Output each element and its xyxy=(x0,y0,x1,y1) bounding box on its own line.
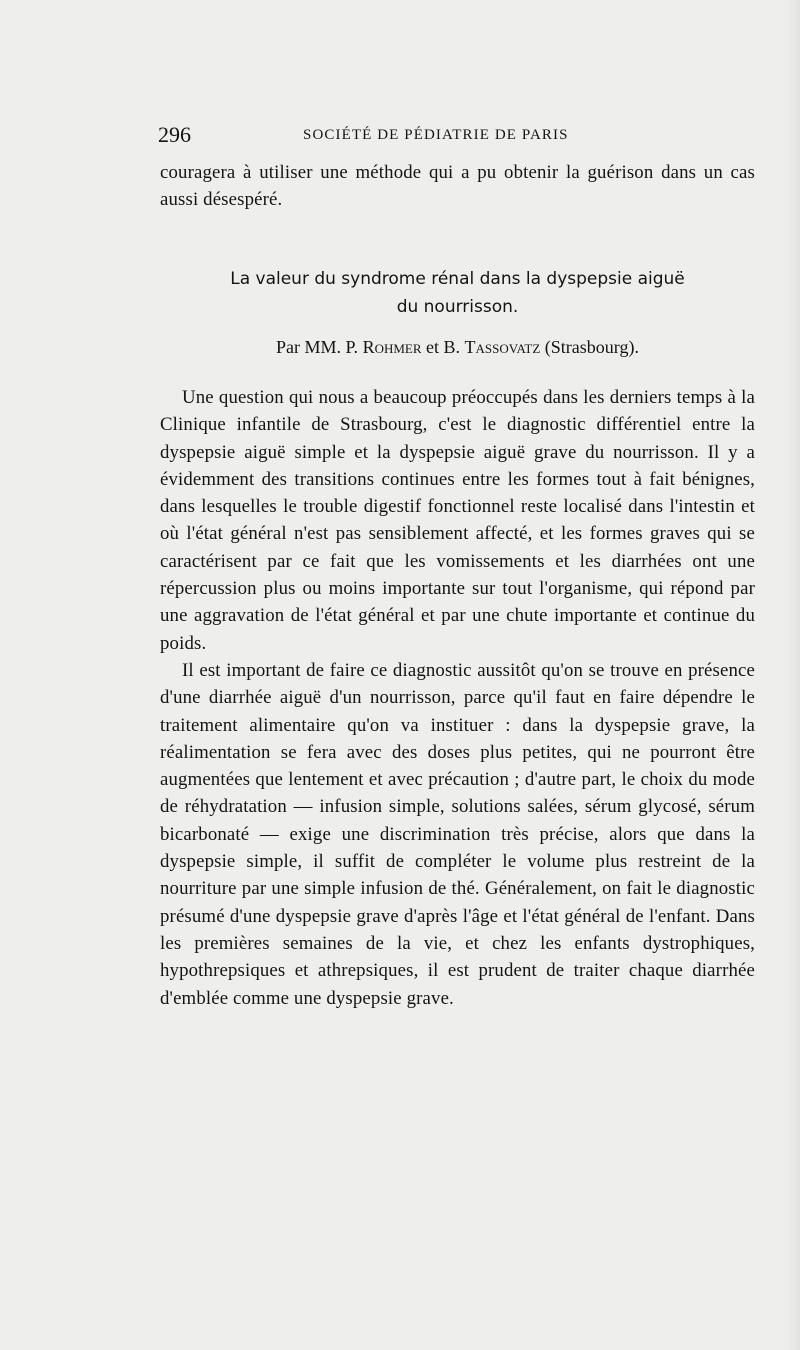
title-line-2: du nourrisson. xyxy=(396,297,519,317)
page-header xyxy=(158,120,758,150)
author-tassovatz: Tassovatz xyxy=(464,337,541,357)
author-line xyxy=(160,333,755,361)
author-rohmer: Rohmer xyxy=(362,337,422,357)
article-body xyxy=(160,384,755,1012)
author-affiliation: (Strasbourg). xyxy=(544,337,639,357)
page-edge-shadow xyxy=(786,0,800,1350)
continued-paragraph xyxy=(160,159,755,214)
article-title xyxy=(160,265,755,321)
paragraph: Une question qui nous a beaucoup préoccupés dans les derniers temps à la Clinique infantile de Strasbourg, c'est le diagnostic différentiel entre la dyspepsie aiguë simple et la dyspepsie aiguë grave du nourrisson. Il y a évidemment des transitions continues entre les formes tout à fait bénignes, dans lesquelles le trouble digestif fonctionnel reste localisé dans l'intestin et où l'état général n'est pas sensiblement affecté, et les formes graves qui se caractérisent par ce fait que les vomissements et les diarrhées ont une répercussion plus ou moins importante sur tout l'organisme, qui répond par une aggravation de l'état général et par une chute importante et continue du poids. xyxy=(160,387,755,654)
authors-prefix: Par MM. P. xyxy=(276,337,359,357)
authors-conjunction: et B. xyxy=(426,337,461,357)
title-line-1: La valeur du syndrome rénal dans la dyspepsie aiguë xyxy=(230,269,685,289)
page-number: 296 xyxy=(158,122,191,147)
running-head: SOCIÉTÉ DE PÉDIATRIE DE PARIS xyxy=(303,127,569,143)
paragraph: Il est important de faire ce diagnostic aussitôt qu'on se trouve en présence d'une diarrhée aiguë d'un nourrisson, parce qu'il faut en faire dépendre le traitement alimentaire qu'on va instituer : dans la dyspepsie grave, la réalimentation se fera avec des doses plus petites, qui ne pourront être augmentées que lentement et avec précaution ; d'autre part, le choix du mode de réhydratation — infusion simple, solutions salées, sérum glycosé, sérum bicarbonaté — exige une discrimination très précise, alors que dans la dyspepsie simple, il suffit de compléter le volume plus restreint de la nourriture par une simple infusion de thé. Généralement, on fait le diagnostic présumé d'une dyspepsie grave d'après l'âge et l'état général de l'enfant. Dans les premières semaines de la vie, et chez les enfants dystrophiques, hypothrepsiques et athrepsiques, il est prudent de traiter chaque diarrhée d'emblée comme une dyspepsie grave. xyxy=(160,659,755,1009)
continued-text: couragera à utiliser une méthode qui a pu obtenir la guérison dans un cas aussi désespéré. xyxy=(160,162,755,211)
